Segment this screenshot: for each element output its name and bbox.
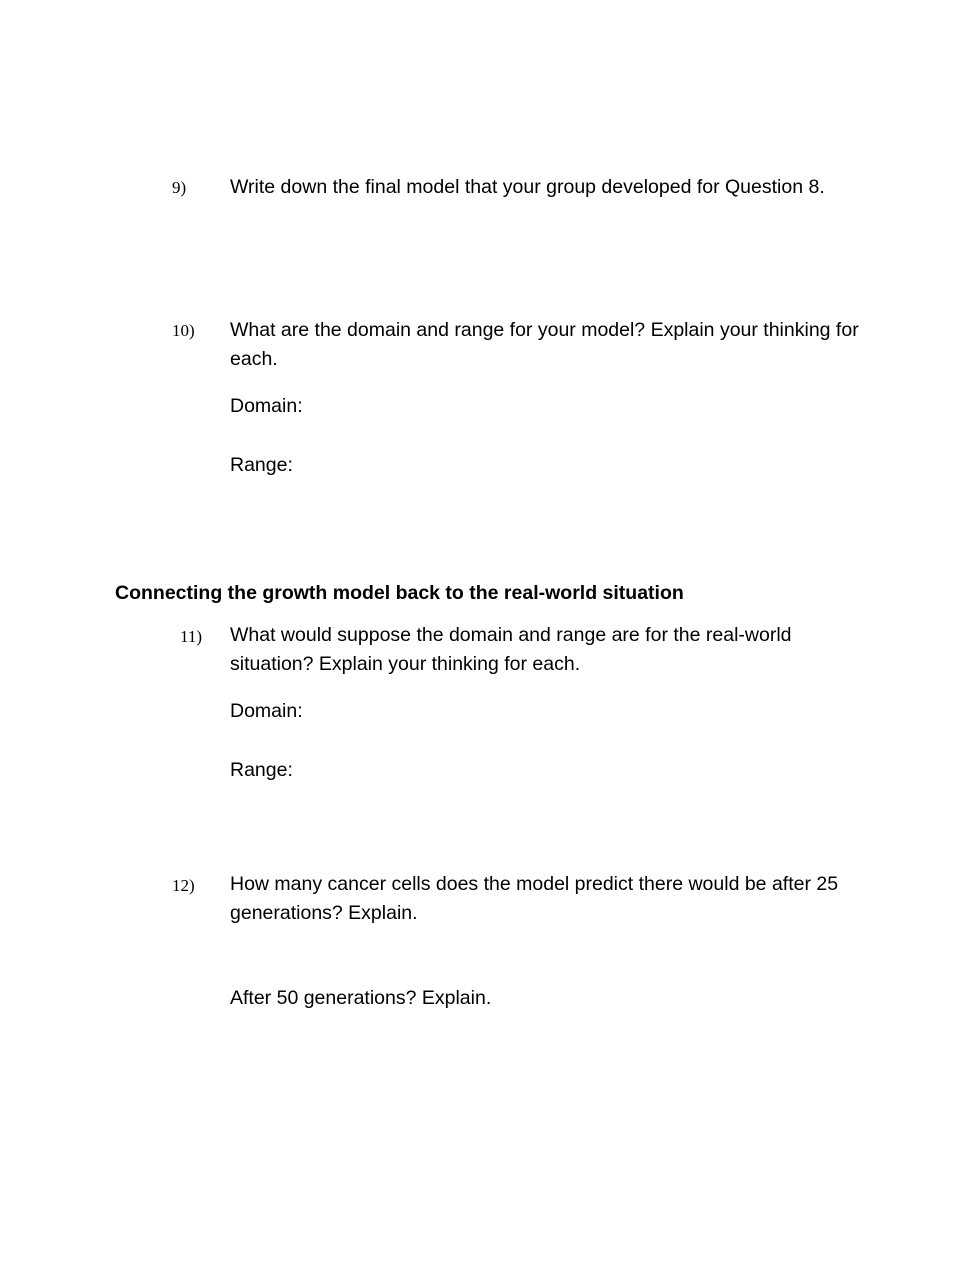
question-9-number: 9) [172, 178, 187, 197]
question-10-range-label: Range: [230, 454, 293, 476]
question-11-domain-label: Domain: [230, 700, 303, 722]
question-12-text: How many cancer cells does the model predict there would be after 25 generations? Explain. [230, 873, 839, 924]
question-11-number: 11) [180, 627, 203, 646]
question-11-text: What would suppose the domain and range are for the real-world situation? Explain your thinking for each. [230, 624, 792, 675]
question-11-range-label: Range: [230, 759, 293, 781]
question-10-domain-label: Domain: [230, 395, 303, 417]
section-heading: Connecting the growth model back to the real-world situation [115, 582, 684, 604]
question-12-number: 12) [172, 876, 195, 895]
question-10-number: 10) [172, 321, 195, 340]
question-12-followup: After 50 generations? Explain. [230, 987, 492, 1009]
question-9-text: Write down the final model that your group developed for Question 8. [230, 176, 825, 198]
question-10-text: What are the domain and range for your model? Explain your thinking for each. [230, 319, 859, 370]
